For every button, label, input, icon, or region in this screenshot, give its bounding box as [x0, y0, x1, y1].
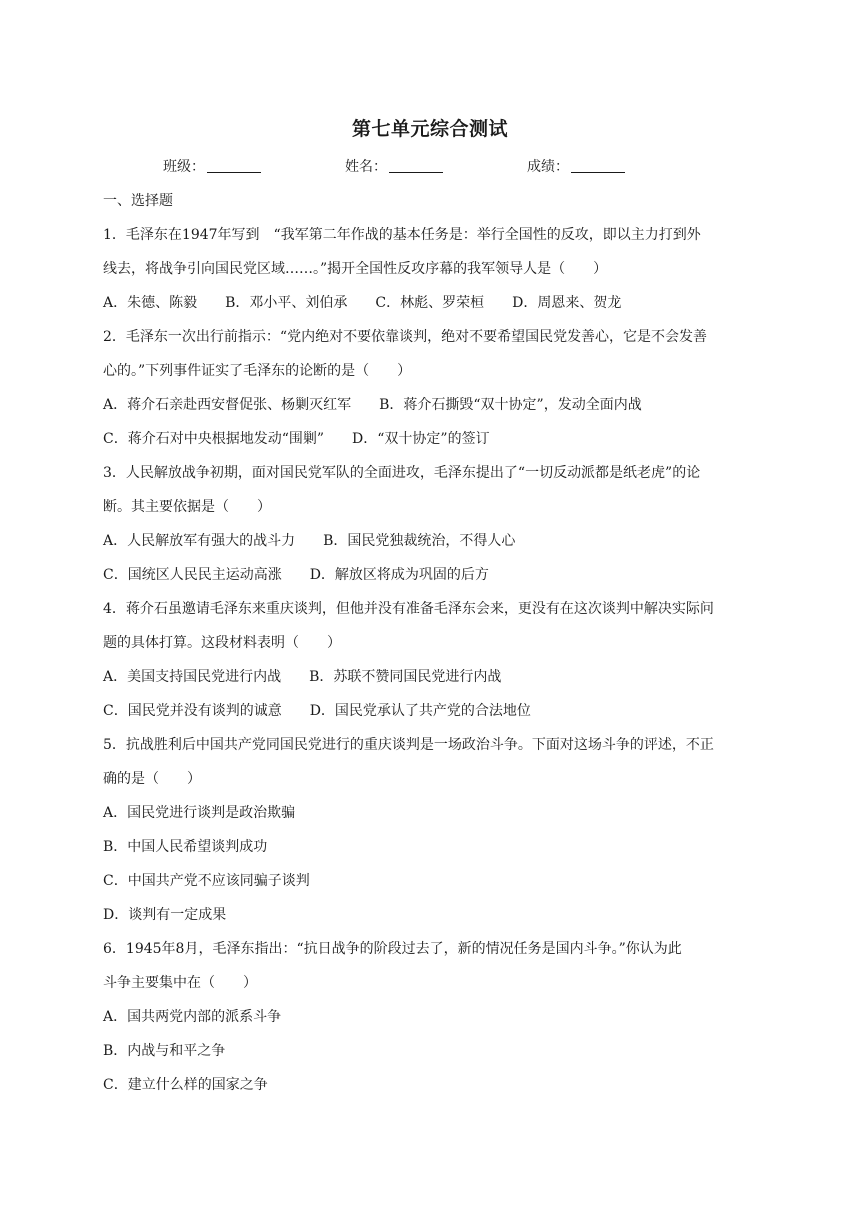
question-4-line-2: 题的具体打算。这段材料表明（ ） [103, 635, 341, 651]
question-3-options-ab: A．人民解放军有强大的战斗力 B．国民党独裁统治，不得人心 [103, 533, 516, 549]
section-heading: 一、选择题 [103, 193, 173, 209]
question-5-option-d: D．谈判有一定成果 [103, 907, 227, 923]
question-4-options-ab: A．美国支持国民党进行内战 B．苏联不赞同国民党进行内战 [103, 669, 502, 685]
question-4-options-cd: C．国民党并没有谈判的诚意 D．国民党承认了共产党的合法地位 [103, 703, 531, 719]
question-2-line-1: 2．毛泽东一次出行前指示：“党内绝对不要依靠谈判，绝对不要希望国民党发善心，它是不会发善 [103, 329, 708, 345]
page-title: 第七单元综合测试 [351, 118, 508, 140]
name-blank [389, 160, 443, 173]
question-5-line-2: 确的是（ ） [103, 771, 201, 787]
class-field [163, 156, 261, 176]
question-6-line-1: 6．1945年8月，毛泽东指出：“抗日战争的阶段过去了，新的情况任务是国内斗争。”你认为此 [103, 941, 682, 957]
question-4-line-1: 4．蒋介石虽邀请毛泽东来重庆谈判，但他并没有准备毛泽东会来，更没有在这次谈判中解决实际问 [103, 601, 714, 617]
name-field [345, 156, 443, 176]
name-label: 姓名： [345, 159, 387, 175]
question-1-line-2: 线去，将战争引向国民党区域……。”揭开全国性反攻序幕的我军领导人是（ ） [103, 261, 608, 277]
question-6-line-2: 斗争主要集中在（ ） [103, 975, 257, 991]
question-3-options-cd: C．国统区人民民主运动高涨 D．解放区将成为巩固的后方 [103, 567, 489, 583]
question-2-options-ab: A．蒋介石亲赴西安督促张、杨剿灭红军 B．蒋介石撕毁“双十协定”，发动全面内战 [103, 397, 642, 413]
question-5-line-1: 5．抗战胜利后中国共产党同国民党进行的重庆谈判是一场政治斗争。下面对这场斗争的评述，不正 [103, 737, 714, 753]
score-field [527, 156, 625, 176]
question-6-option-c: C．建立什么样的国家之争 [103, 1077, 268, 1093]
question-6-option-b: B．内战与和平之争 [103, 1043, 226, 1059]
question-2-options-cd: C．蒋介石对中央根据地发动“围剿” D．“双十协定”的签订 [103, 431, 490, 447]
question-5-option-a: A．国民党进行谈判是政治欺骗 [103, 805, 296, 821]
score-label: 成绩： [527, 159, 569, 175]
question-5-option-b: B．中国人民希望谈判成功 [103, 839, 268, 855]
question-3-line-2: 断。其主要依据是（ ） [103, 499, 271, 515]
class-label: 班级： [163, 159, 205, 175]
score-blank [571, 160, 625, 173]
question-1-line-1: 1．毛泽东在1947年写到 “我军第二年作战的基本任务是：举行全国性的反攻，即以主力打到外 [103, 227, 701, 243]
question-1-options: A．朱德、陈毅 B．邓小平、刘伯承 C．林彪、罗荣桓 D．周恩来、贺龙 [103, 295, 622, 311]
question-6-option-a: A．国共两党内部的派系斗争 [103, 1009, 282, 1025]
question-2-line-2: 心的。”下列事件证实了毛泽东的论断的是（ ） [103, 363, 412, 379]
question-3-line-1: 3．人民解放战争初期，面对国民党军队的全面进攻，毛泽东提出了“一切反动派都是纸老虎”的论 [103, 465, 701, 481]
class-blank [207, 160, 261, 173]
question-5-option-c: C．中国共产党不应该同骗子谈判 [103, 873, 310, 889]
